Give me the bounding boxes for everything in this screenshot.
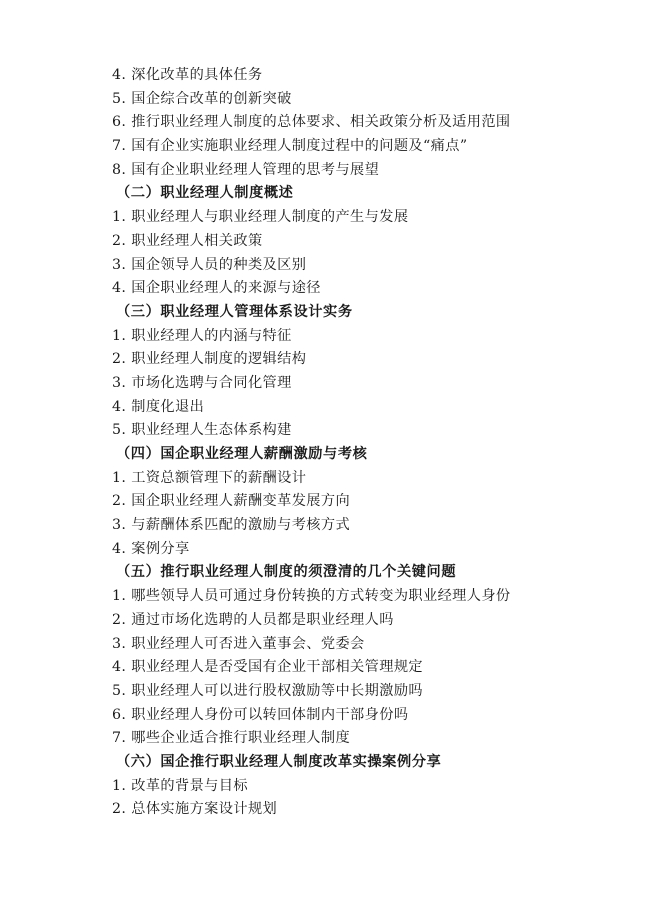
- list-item: 2. 职业经理人制度的逻辑结构: [112, 351, 307, 368]
- list-item: 8. 国有企业职业经理人管理的思考与展望: [112, 161, 380, 178]
- list-item: 1. 职业经理人的内涵与特征: [112, 327, 292, 344]
- section-heading: （六）国企推行职业经理人制度改革实操案例分享: [116, 753, 442, 770]
- list-item: 2. 国企职业经理人薪酬变革发展方向: [112, 493, 351, 510]
- list-item: 7. 国有企业实施职业经理人制度过程中的问题及“痛点”: [112, 138, 468, 155]
- section-heading: （三）职业经理人管理体系设计实务: [116, 303, 353, 320]
- list-item: 2. 职业经理人相关政策: [112, 232, 263, 249]
- list-item: 1. 改革的背景与目标: [112, 777, 248, 794]
- list-item: 3. 国企领导人员的种类及区别: [112, 256, 307, 273]
- list-item: 4. 深化改革的具体任务: [112, 67, 263, 83]
- list-item: 6. 推行职业经理人制度的总体要求、相关政策分析及适用范围: [112, 114, 511, 131]
- section-heading: （五）推行职业经理人制度的须澄清的几个关键问题: [116, 564, 457, 581]
- list-item: 4. 国企职业经理人的来源与途径: [112, 280, 321, 297]
- list-item: 3. 市场化选聘与合同化管理: [112, 374, 292, 391]
- list-item: 1. 职业经理人与职业经理人制度的产生与发展: [112, 209, 409, 226]
- list-item: 3. 与薪酬体系匹配的激励与考核方式: [112, 517, 351, 534]
- list-item: 2. 总体实施方案设计规划: [112, 801, 278, 818]
- list-item: 7. 哪些企业适合推行职业经理人制度: [112, 730, 351, 747]
- list-item: 4. 职业经理人是否受国有企业干部相关管理规定: [112, 659, 423, 676]
- list-item: 4. 案例分享: [112, 540, 190, 557]
- list-item: 5. 职业经理人生态体系构建: [112, 422, 292, 439]
- list-item: 5. 国企综合改革的创新突破: [112, 90, 292, 107]
- list-item: 4. 制度化退出: [112, 398, 205, 415]
- list-item: 3. 职业经理人可否进入董事会、党委会: [112, 635, 365, 652]
- list-item: 2. 通过市场化选聘的人员都是职业经理人吗: [112, 611, 394, 628]
- list-item: 5. 职业经理人可以进行股权激励等中长期激励吗: [112, 682, 423, 699]
- section-heading: （二）职业经理人制度概述: [116, 185, 294, 202]
- list-item: 6. 职业经理人身份可以转回体制内干部身份吗: [112, 706, 409, 723]
- section-heading: （四）国企职业经理人薪酬激励与考核: [116, 446, 368, 462]
- list-item: 1. 工资总额管理下的薪酬设计: [112, 469, 307, 486]
- list-item: 1. 哪些领导人员可通过身份转换的方式转变为职业经理人身份: [112, 588, 511, 605]
